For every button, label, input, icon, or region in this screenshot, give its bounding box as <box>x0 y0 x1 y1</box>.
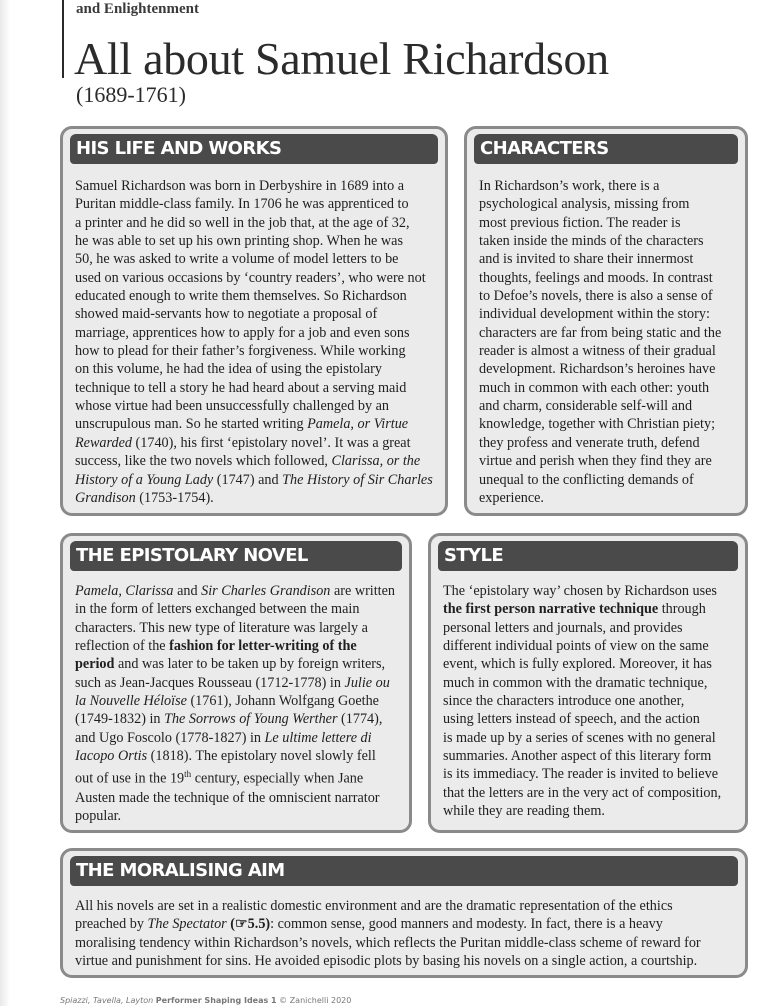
cross-reference-link[interactable]: (☞5.5) <box>230 916 271 933</box>
text-line <box>75 765 401 788</box>
text-line: technique to tell a story he had heard about a serving maid <box>75 379 407 396</box>
text-line: is its immediacy. The reader is invited to believe <box>443 766 718 783</box>
text-line: in the form of letters exchanged between the main <box>75 601 360 618</box>
text-line: event, which is fully explored. Moreover, it has <box>443 656 712 673</box>
text-line <box>75 471 437 489</box>
text-line: characters are far from being static and the <box>479 324 722 341</box>
text-line: while they are reading them. <box>443 803 605 820</box>
text-line: moralising tendency within Richardson’s novels, which reflects the Puritan middle-class scheme of reward for <box>75 934 701 951</box>
text-line: most previous fiction. The reader is <box>479 214 681 231</box>
section-heading: THE EPISTOLARY NOVEL <box>70 541 402 571</box>
text-line <box>75 489 437 507</box>
text-line <box>75 710 401 728</box>
text-line: is made up by a series of scenes with no general <box>443 729 716 746</box>
text-run: (1740), his first ‘epistolary novel’. It was a great <box>135 434 411 451</box>
section-moralising-aim <box>60 848 748 978</box>
book-title: Sir Charles Grandison <box>201 583 331 599</box>
text-run: and <box>177 583 198 599</box>
text-line: to Defoe’s novels, there is also a sense of <box>479 288 713 305</box>
text-line: virtue and punishment for sins. He avoided episodic plots by basing his novels on a single action, a courtship. <box>75 953 698 970</box>
text-line: taken inside the minds of the characters <box>479 233 704 250</box>
text-line: he was able to set up his own printing shop. When he was <box>75 233 403 250</box>
text-line: and is invited to share their innermost <box>479 251 694 268</box>
emphasis-text: period <box>75 656 115 673</box>
text-run: preached by <box>75 916 144 933</box>
text-line: a printer and he did so well in the job that, at the age of 32, <box>75 214 410 231</box>
text-line: experience. <box>479 489 544 506</box>
section-heading: STYLE <box>438 541 738 571</box>
text-line: reader is almost a witness of their gradual <box>479 343 716 360</box>
text-run: out of use in the 19 <box>75 771 185 788</box>
book-title: The History of Sir Charles <box>282 471 433 488</box>
text-line: psychological analysis, missing from <box>479 196 690 213</box>
section-style <box>428 533 748 833</box>
text-line <box>75 582 401 600</box>
text-run: are written <box>333 583 396 599</box>
text-line <box>75 434 437 452</box>
text-run: and Ugo Foscolo (1778-1827) in <box>75 729 261 746</box>
book-title: Le ultime lettere di <box>264 729 372 746</box>
page-subtitle-dates: (1689-1761) <box>76 82 186 107</box>
text-run: century, especially when Jane <box>194 771 364 788</box>
text-line: that the letters are in the very act of composition, <box>443 784 722 801</box>
book-title: Pamela, or Virtue <box>307 416 409 433</box>
text-line: virtue and perish when they find they are <box>479 453 712 470</box>
text-line: The ‘epistolary way’ chosen by Richardson uses <box>443 583 717 599</box>
text-run: unscrupulous man. So he started writing <box>75 416 304 433</box>
text-line: using letters instead of speech, and the action <box>443 711 700 728</box>
text-line: 50, he was asked to write a volume of model letters to be <box>75 251 399 268</box>
text-line: Samuel Richardson was born in Derbyshire in 1689 into a <box>75 178 405 194</box>
text-run: (1747) and <box>216 471 279 488</box>
text-run: reflection of the <box>75 638 166 655</box>
page-title: All about Samuel Richardson <box>74 33 609 84</box>
footer-book: Performer Shaping Ideas 1 <box>155 996 277 1005</box>
footer-authors: Spiazzi, Tavella, Layton <box>60 996 154 1005</box>
text-line: All his novels are set in a realistic domestic environment and are the dramatic representation of the ethics <box>75 898 673 914</box>
book-title: Grandison <box>75 489 136 506</box>
page-footer <box>60 995 351 1006</box>
text-line <box>75 655 401 673</box>
text-line: how to plead for their father’s forgiveness. While working <box>75 343 406 360</box>
text-line: characters. This new type of literature was largely a <box>75 619 368 636</box>
text-line: showed maid-servants how to negotiate a proposal of <box>75 306 378 323</box>
text-line: popular. <box>75 807 122 824</box>
page-edge <box>0 0 10 1006</box>
text-run: (1774), <box>341 711 383 728</box>
text-line: they profess and venerate truth, defend <box>479 434 700 451</box>
text-line: whose virtue had been unsuccessfully challenged by an <box>75 398 389 415</box>
text-line <box>443 600 737 618</box>
text-line <box>75 747 401 765</box>
section-body <box>479 177 737 507</box>
text-line: individual development within the story: <box>479 306 710 323</box>
text-line: unequal to the conflicting demands of <box>479 471 694 488</box>
section-heading: HIS LIFE AND WORKS <box>70 134 438 164</box>
section-heading: THE MORALISING AIM <box>70 856 738 886</box>
text-line <box>75 915 737 933</box>
book-title: The Sorrows of Young Werther <box>164 711 338 728</box>
book-title: Pamela, Clarissa <box>75 583 174 599</box>
text-line: different individual points of view on the same <box>443 638 709 655</box>
text-line: on this volume, he had the idea of using the epistolary <box>75 361 382 378</box>
text-line: knowledge, together with Christian piety; <box>479 416 716 433</box>
text-line: and charm, considerable self-will and <box>479 398 693 415</box>
text-run: (1818). The epistolary novel slowly fell <box>150 748 376 765</box>
text-line <box>75 692 401 710</box>
section-body <box>443 582 737 820</box>
section-body <box>75 897 737 970</box>
section-body <box>75 582 401 825</box>
book-title: Julie ou <box>344 674 390 691</box>
text-run: success, like the two novels which followed, <box>75 453 328 470</box>
text-run: such as Jean-Jacques Rousseau (1712-1778) in <box>75 674 341 691</box>
section-heading: CHARACTERS <box>474 134 738 164</box>
text-line: personal letters and journals, and provides <box>443 619 683 636</box>
text-line: development. Richardson’s heroines have <box>479 361 716 378</box>
section-body <box>75 177 437 507</box>
title-rule <box>62 0 64 78</box>
footer-copyright: © Zanichelli 2020 <box>279 996 352 1005</box>
book-title: The Spectator <box>147 916 227 933</box>
text-line: much in common with the dramatic technique, <box>443 674 708 691</box>
text-run: : common sense, good manners and modesty. In fact, there is a heavy <box>270 916 663 933</box>
text-line: In Richardson’s work, there is a <box>479 178 660 194</box>
text-line: since the characters introduce one another, <box>443 693 685 710</box>
running-head: and Enlightenment <box>76 1 199 17</box>
text-line: Puritan middle-class family. In 1706 he was apprenticed to <box>75 196 409 213</box>
text-line <box>75 674 401 692</box>
text-line: marriage, apprentices how to apply for a job and even sons <box>75 324 410 341</box>
text-line <box>75 637 401 655</box>
text-run: (1749-1832) in <box>75 711 161 728</box>
book-title: Rewarded <box>75 434 132 451</box>
text-line: educated enough to write them themselves. So Richardson <box>75 288 407 305</box>
book-title: Clarissa, or the <box>331 453 421 470</box>
section-life-and-works <box>60 126 448 516</box>
text-run: (1761), Johann Wolfgang Goethe <box>190 693 379 710</box>
text-line: used on various occasions by ‘country readers’, who were not <box>75 269 426 286</box>
text-line: summaries. Another aspect of this literary form <box>443 748 712 765</box>
section-characters <box>464 126 748 516</box>
text-line <box>75 415 437 433</box>
text-run: (1753-1754). <box>139 489 214 506</box>
text-line <box>75 729 401 747</box>
text-line: Austen made the technique of the omniscient narrator <box>75 789 380 806</box>
section-epistolary-novel <box>60 533 412 833</box>
text-run: through <box>661 601 706 618</box>
book-title: la Nouvelle Héloïse <box>75 693 187 710</box>
superscript: th <box>184 769 192 780</box>
emphasis-text: fashion for letter-writing of the <box>169 638 357 655</box>
book-title: Iacopo Ortis <box>75 748 148 765</box>
emphasis-text: the first person narrative technique <box>443 601 659 618</box>
text-line: much in common with each other: youth <box>479 379 710 396</box>
text-line: thoughts, feelings and moods. In contrast <box>479 269 713 286</box>
text-line <box>75 452 437 470</box>
text-run: and was later to be taken up by foreign writers, <box>117 656 386 673</box>
book-title: History of a Young Lady <box>75 471 214 488</box>
